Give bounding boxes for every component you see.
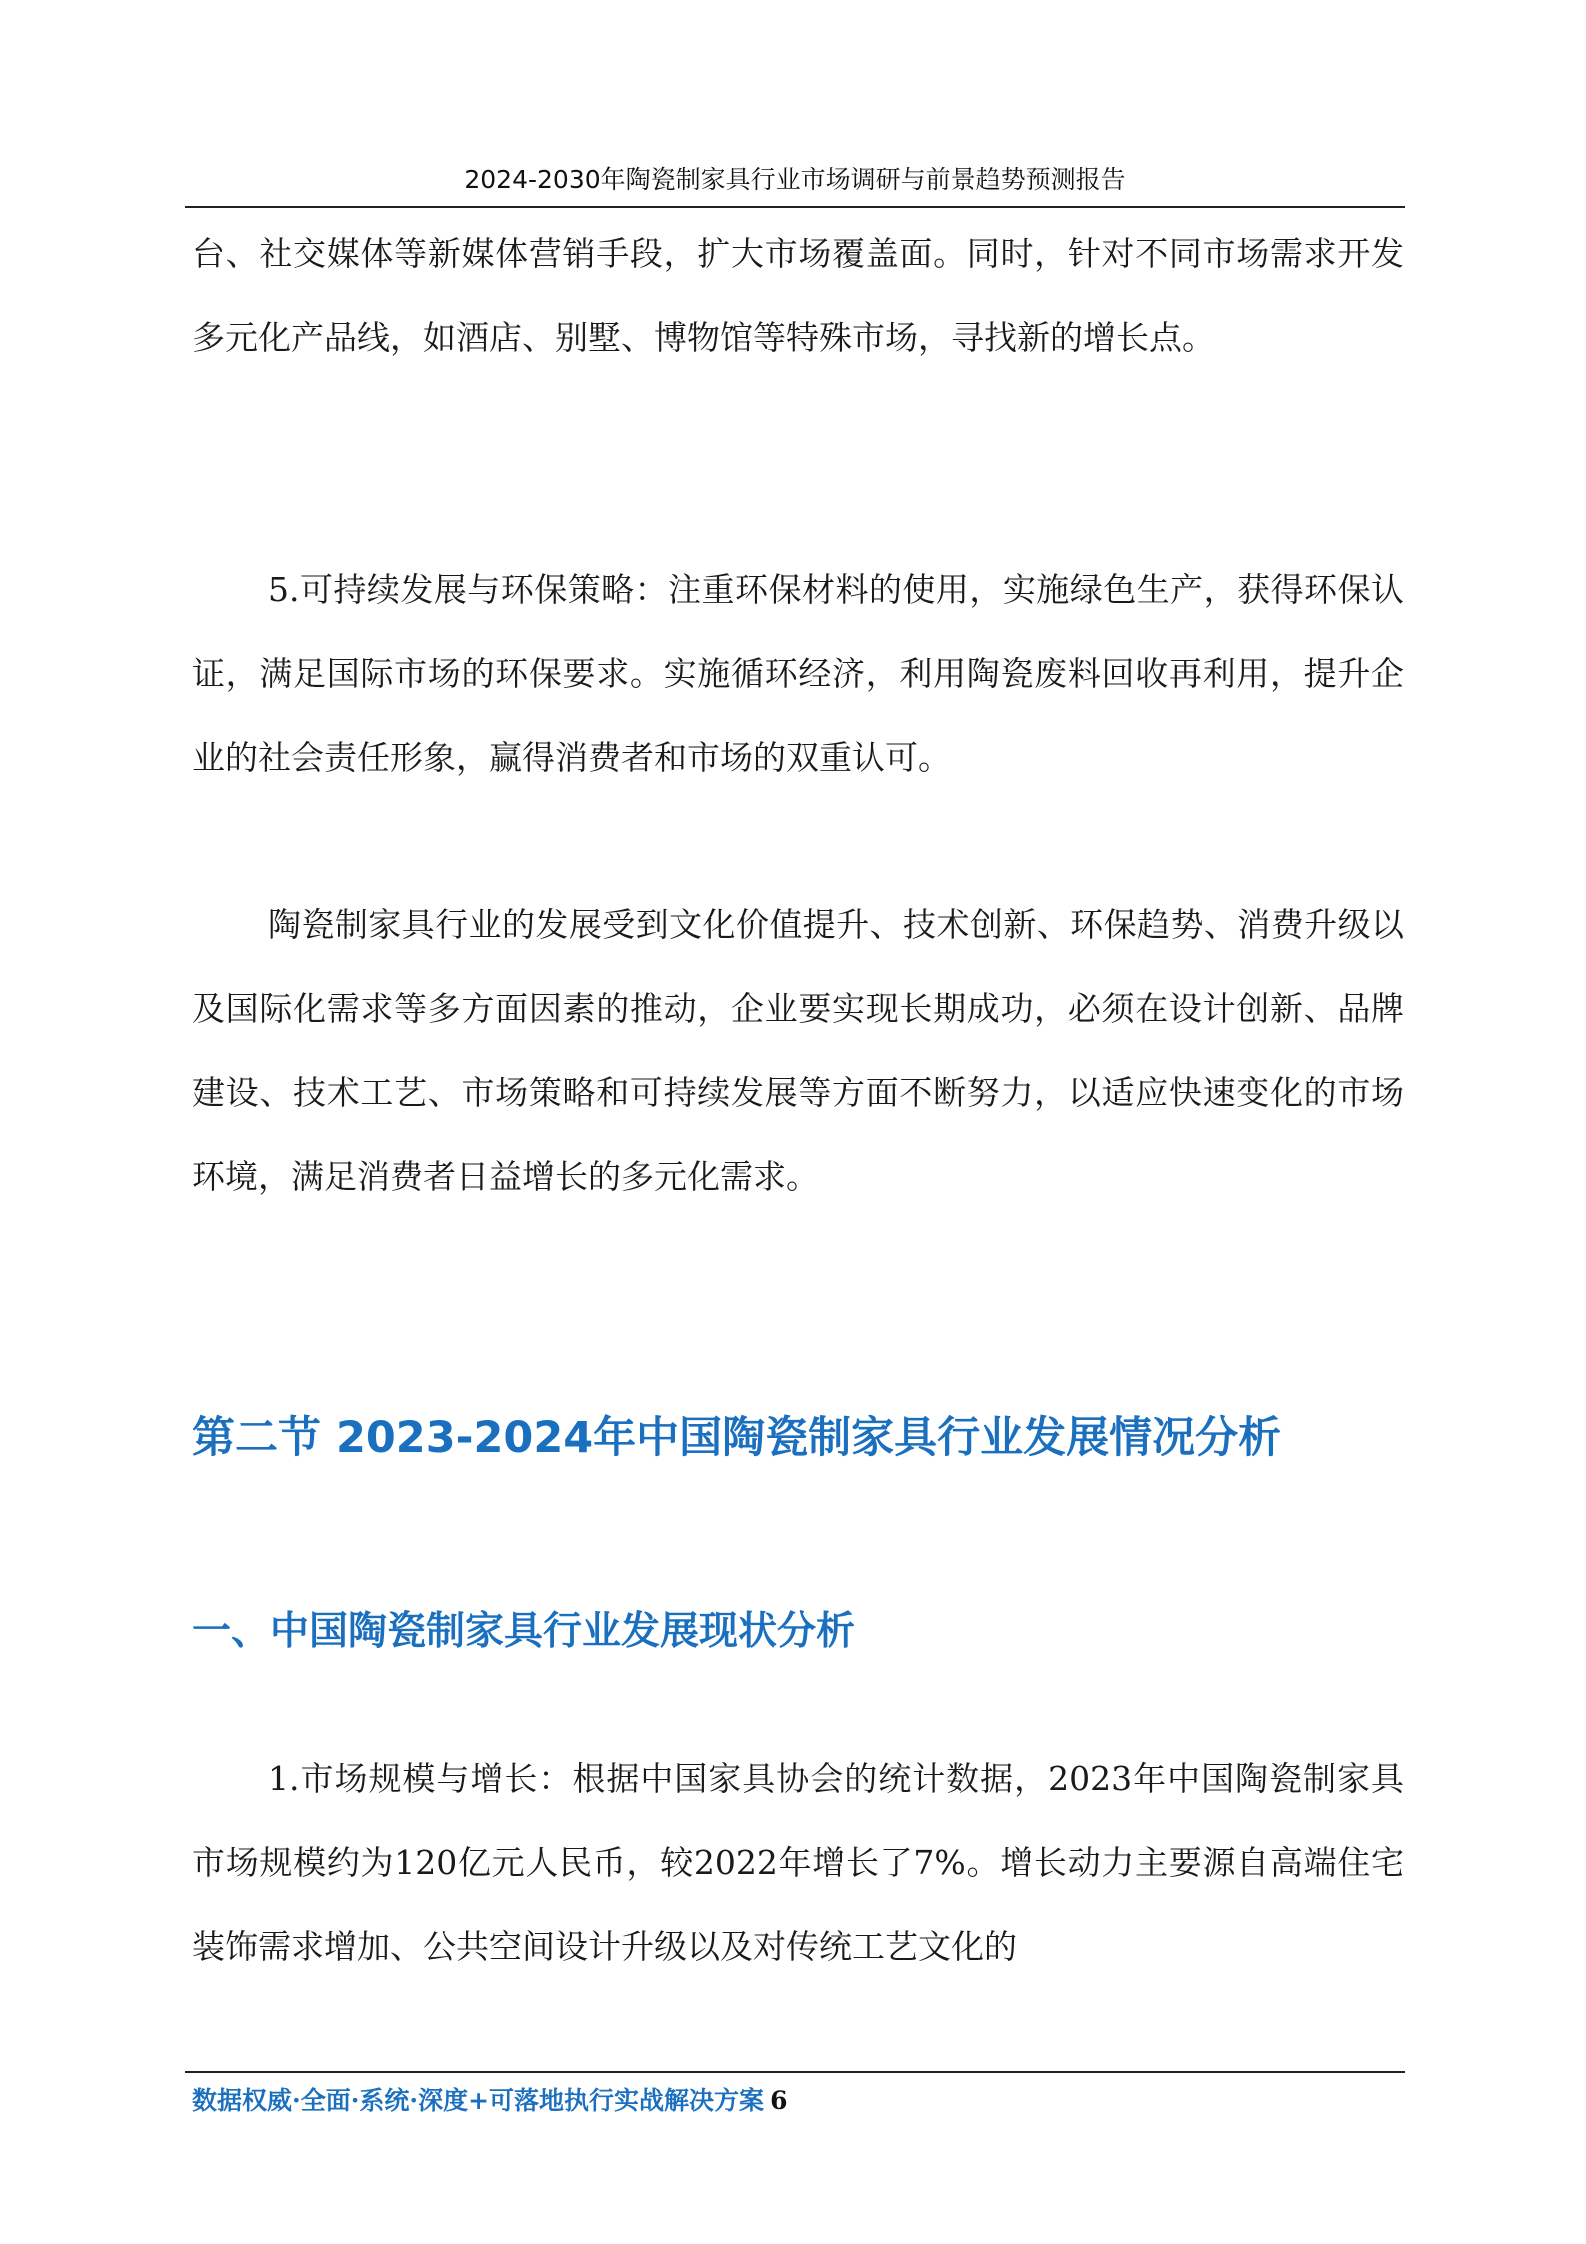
body-paragraph: 陶瓷制家具行业的发展受到文化价值提升、技术创新、环保趋势、消费升级以及国际化需求等多方面因素的推动，企业要实现长期成功，必须在设计创新、品牌建设、技术工艺、市场策略和可持续发展等方面不断努力，以适应快速变化的市场环境，满足消费者日益增长的多元化需求。: [192, 905, 1404, 1196]
body-paragraph: 5.可持续发展与环保策略：注重环保材料的使用，实施绿色生产，获得环保认证，满足国际市场的环保要求。实施循环经济，利用陶瓷废料回收再利用，提升企业的社会责任形象，赢得消费者和市场的双重认可。: [192, 570, 1404, 777]
section-heading: 第二节 2023-2024年中国陶瓷制家具行业发展情况分析: [192, 1413, 1282, 1463]
subsection-heading: 一、中国陶瓷制家具行业发展现状分析: [192, 1609, 856, 1654]
page-number: 6: [770, 2086, 788, 2115]
body-paragraph: 台、社交媒体等新媒体营销手段，扩大市场覆盖面。同时，针对不同市场需求开发多元化产品线，如酒店、别墅、博物馆等特殊市场，寻找新的增长点。: [192, 234, 1404, 357]
header-divider: [185, 206, 1405, 208]
header-title: 2024-2030年陶瓷制家具行业市场调研与前景趋势预测报告: [464, 165, 1126, 194]
body-paragraph: 1.市场规模与增长：根据中国家具协会的统计数据，2023年中国陶瓷制家具市场规模约为120亿元人民币，较2022年增长了7%。增长动力主要源自高端住宅装饰需求增加、公共空间设计升级以及对传统工艺文化的: [192, 1759, 1404, 1966]
footer: [192, 2084, 787, 2118]
footer-slogan: 数据权威·全面·系统·深度+可落地执行实战解决方案: [192, 2086, 765, 2115]
footer-divider: [185, 2071, 1405, 2073]
